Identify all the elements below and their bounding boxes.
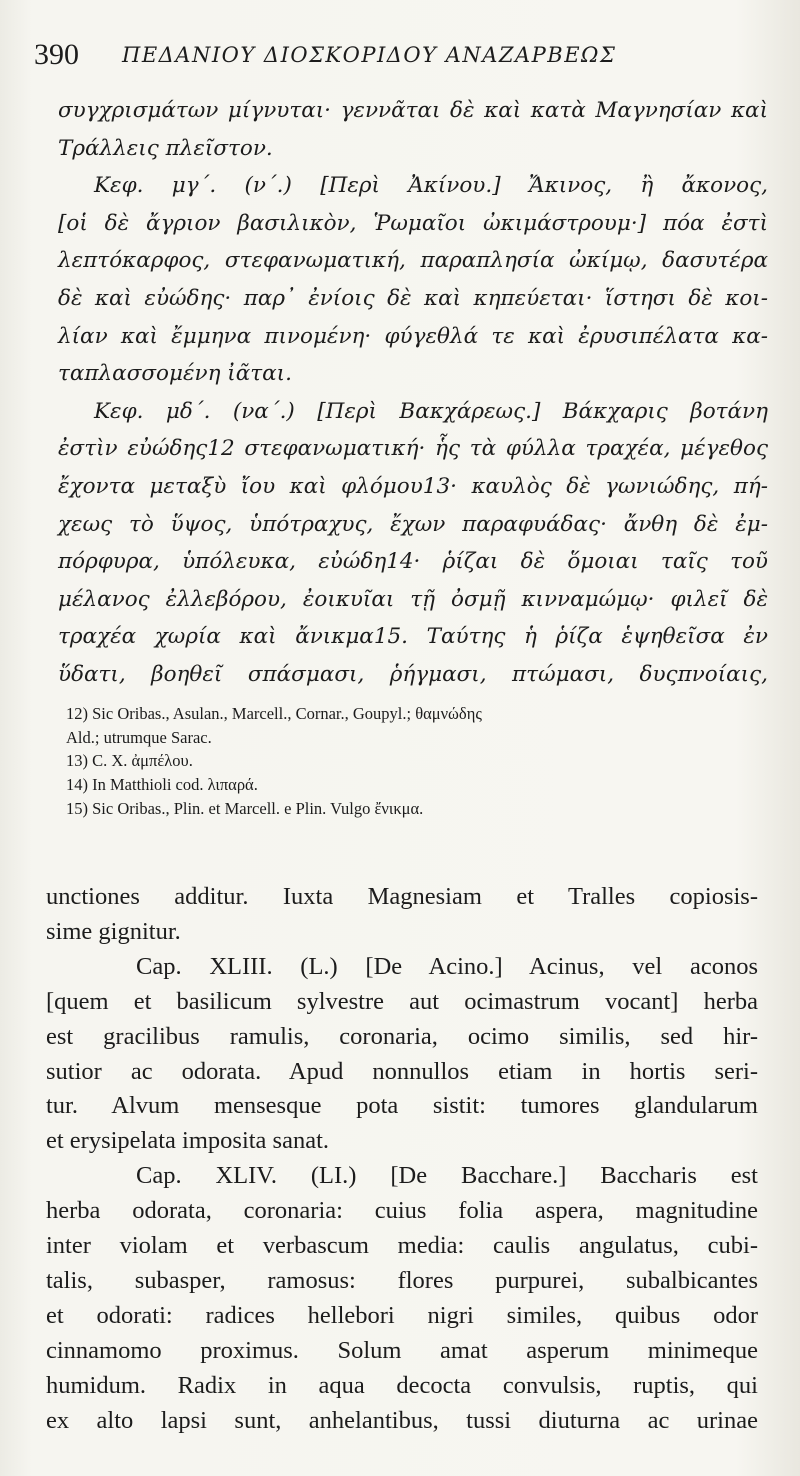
greek-chapter-heading: Κεφ. μγ΄. (ν΄.) [Περὶ Ἀκίνου.] Ἄκινος, ἢ ἄκονος,: [94, 173, 768, 199]
running-title: ΠΕΔΑΝΙΟΥ ΔΙΟΣΚΟΡΙΔΟΥ ΑΝΑΖΑΡΒΕΩΣ: [122, 43, 617, 67]
greek-line: πόρφυρα, ὑπόλευκα, εὐώδη14· ῥίζαι δὲ ὅμοιαι ταῖς τοῦ: [58, 549, 768, 575]
latin-line: inter violam et verbascum media: caulis angulatus, cubi-: [46, 1232, 758, 1260]
latin-line: sutior ac odorata. Apud nonnullos etiam in hortis seri-: [46, 1057, 758, 1085]
greek-line: χεως τὸ ὕψος, ὑπότραχυς, ἔχων παραφυάδας· ἄνθη δὲ ἐμ-: [58, 511, 768, 537]
greek-line: συγχρισμάτων μίγνυται· γεννᾶται δὲ καὶ κατὰ Μαγνησίαν καὶ: [58, 98, 768, 123]
footnote-continuation: Ald.; utrumque Sarac.: [66, 727, 212, 747]
latin-line: unctiones additur. Iuxta Magnesiam et Tralles copiosis-: [46, 883, 758, 910]
greek-line: τραχέα χωρία καὶ ἄνικμα15. Ταύτης ἡ ῥίζα ἑψηθεῖσα ἐν: [58, 624, 768, 650]
greek-chapter-heading: Κεφ. μδ΄. (να΄.) [Περὶ Βακχάρεως.] Βάκχαρις βοτάνη: [94, 398, 768, 424]
latin-line: sime gignitur.: [46, 917, 181, 945]
latin-line: cinnamomo proximus. Solum amat asperum minimeque: [46, 1336, 758, 1364]
latin-line: ex alto lapsi sunt, anhelantibus, tussi diuturna ac urinae: [46, 1406, 758, 1434]
greek-line: μέλανος ἐλλεβόρου, ἐοικυῖαι τῇ ὀσμῇ κινναμώμῳ· φιλεῖ δὲ: [58, 586, 768, 612]
latin-line: herba odorata, coronaria: cuius folia aspera, magnitudine: [46, 1197, 758, 1225]
greek-line: [οἱ δὲ ἄγριον βασιλικὸν, Ῥωμαῖοι ὠκιμάστρουμ·] πόα ἐστὶ: [58, 210, 768, 236]
latin-line: talis, subasper, ramosus: flores purpurei, subalbicantes: [46, 1266, 758, 1294]
latin-line: humidum. Radix in aqua decocta convulsis, ruptis, qui: [46, 1371, 758, 1399]
footnote: 15) Sic Oribas., Plin. et Marcell. e Plin. Vulgo ἔνικμα.: [66, 798, 424, 818]
latin-line: tur. Alvum mensesque pota sistit: tumores glandularum: [46, 1092, 758, 1120]
greek-text-block: [58, 92, 768, 694]
greek-line: λίαν καὶ ἔμμηνα πινομένη· φύγεθλά τε καὶ ἐρυσιπέλατα κα-: [58, 323, 768, 349]
footnotes: [66, 702, 766, 821]
greek-line: δὲ καὶ εὐώδης· παρ᾽ ἐνίοις δὲ καὶ κηπεύεται· ἵστησι δὲ κοι-: [58, 285, 768, 311]
greek-line: λεπτόκαρφος, στεφανωματική, παραπλησία ὠκίμῳ, δασυτέρα: [58, 248, 768, 274]
latin-chapter-heading: Cap. XLIV. (LI.) [De Bacchare.] Baccharis est: [136, 1162, 758, 1190]
greek-line: ταπλασσομένη ἰᾶται.: [58, 361, 292, 387]
latin-line: est gracilibus ramulis, coronaria, ocimo similis, sed hir-: [46, 1022, 758, 1050]
page-header: [30, 38, 770, 78]
latin-chapter-heading: Cap. XLIII. (L.) [De Acino.] Acinus, vel aconos: [136, 952, 758, 980]
greek-line: ὕδατι, βοηθεῖ σπάσμασι, ῥήγμασι, πτώμασι, δυςπνοίαις,: [58, 661, 768, 687]
page-number: 390: [34, 38, 79, 71]
latin-line: et odorati: radices hellebori nigri similes, quibus odor: [46, 1301, 758, 1329]
latin-line: [quem et basilicum sylvestre aut ocimastrum vocant] herba: [46, 987, 758, 1015]
footnote: 13) C. X. ἀμπέλου.: [66, 751, 193, 771]
greek-line: ἐστὶν εὐώδης12 στεφανωματική· ἧς τὰ φύλλα τραχέα, μέγεθος: [58, 436, 768, 462]
footnote: 12) Sic Oribas., Asulan., Marcell., Cornar., Goupyl.; θαμνώδης: [66, 704, 482, 723]
latin-text-block: [46, 880, 758, 1439]
footnote: 14) In Matthioli cod. λιπαρά.: [66, 775, 258, 795]
greek-line: ἔχοντα μεταξὺ ἴου καὶ φλόμου13· καυλὸς δὲ γωνιώδης, πή-: [58, 473, 768, 499]
greek-line: Τράλλεις πλεῖστον.: [58, 135, 273, 161]
latin-line: et erysipelata imposita sanat.: [46, 1127, 330, 1155]
